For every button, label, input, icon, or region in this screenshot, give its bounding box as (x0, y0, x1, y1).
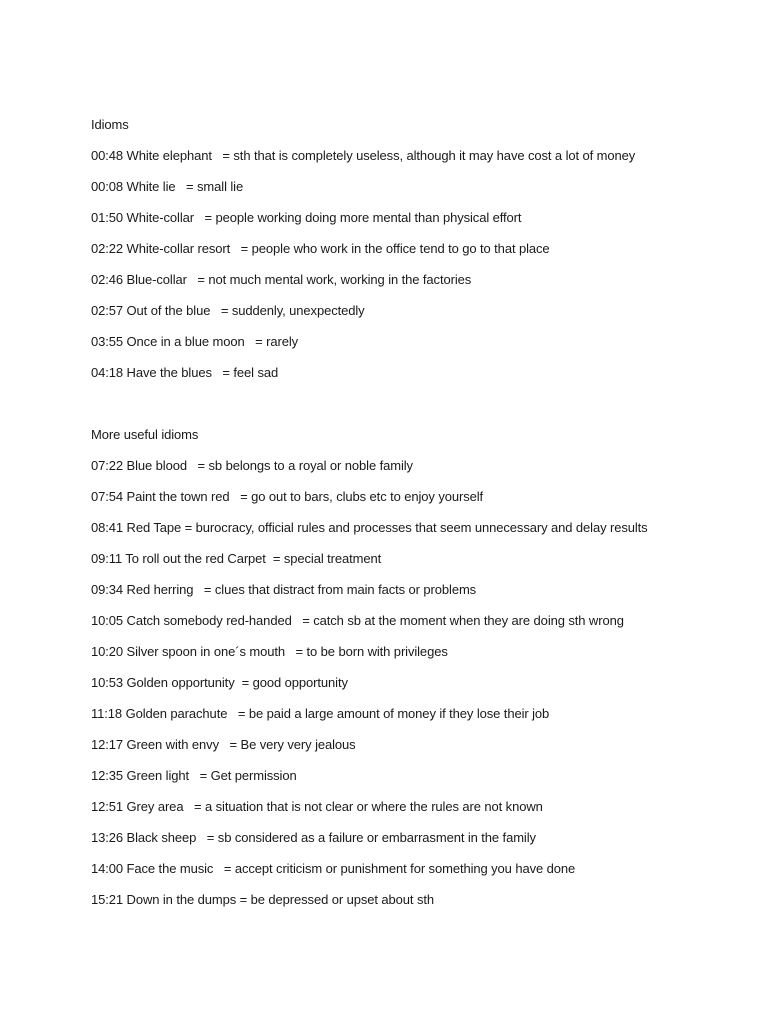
idiom-line: 00:48 White elephant = sth that is completely useless, although it may have cost a lot of money (91, 148, 636, 163)
idiom-line: 13:26 Black sheep = sb considered as a failure or embarrasment in the family (91, 830, 536, 845)
idiom-line: 07:22 Blue blood = sb belongs to a royal or noble family (91, 458, 413, 473)
document-content (91, 117, 731, 923)
idiom-line: 14:00 Face the music = accept criticism or punishment for something you have done (91, 861, 576, 876)
idiom-line: 02:46 Blue-collar = not much mental work, working in the factories (91, 272, 472, 287)
idiom-line: 12:51 Grey area = a situation that is not clear or where the rules are not known (91, 799, 543, 814)
idiom-line: 10:05 Catch somebody red-handed = catch sb at the moment when they are doing sth wrong (91, 613, 624, 628)
idiom-line: 15:21 Down in the dumps = be depressed or upset about sth (91, 892, 435, 907)
idiom-line: 12:35 Green light = Get permission (91, 768, 297, 783)
idiom-line: 11:18 Golden parachute = be paid a large amount of money if they lose their job (91, 706, 550, 721)
idiom-line: 09:34 Red herring = clues that distract from main facts or problems (91, 582, 477, 597)
idiom-line: 07:54 Paint the town red = go out to bars, clubs etc to enjoy yourself (91, 489, 484, 504)
idiom-line: 09:11 To roll out the red Carpet = special treatment (91, 551, 382, 566)
idiom-line: 10:53 Golden opportunity = good opportunity (91, 675, 348, 690)
section-spacer (91, 396, 731, 427)
idiom-line: 02:57 Out of the blue = suddenly, unexpectedly (91, 303, 365, 318)
idiom-line: 00:08 White lie = small lie (91, 179, 244, 194)
idiom-line: 10:20 Silver spoon in one´s mouth = to be born with privileges (91, 644, 448, 659)
idiom-line: 12:17 Green with envy = Be very very jealous (91, 737, 356, 752)
idiom-line: 03:55 Once in a blue moon = rarely (91, 334, 299, 349)
idiom-line: 04:18 Have the blues = feel sad (91, 365, 279, 380)
section-heading-idioms: Idioms (91, 117, 129, 132)
section-heading-more-useful-idioms: More useful idioms (91, 427, 199, 442)
idiom-line: 02:22 White-collar resort = people who work in the office tend to go to that place (91, 241, 550, 256)
idiom-line: 01:50 White-collar = people working doing more mental than physical effort (91, 210, 522, 225)
idiom-line: 08:41 Red Tape = burocracy, official rules and processes that seem unnecessary and delay results (91, 520, 648, 535)
